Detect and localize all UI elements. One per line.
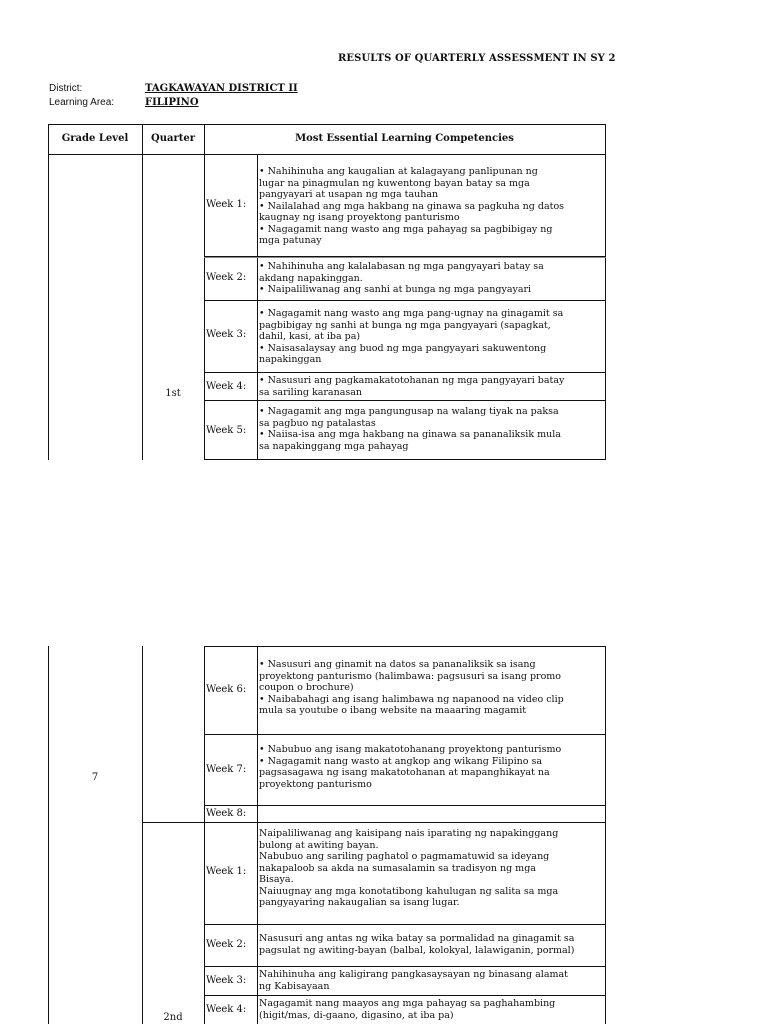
quarter-1-label: 1st [165,388,181,399]
district-label: District: [49,83,83,94]
competency-cell: Naipaliliwanag ang kaisipang nais iparating ng napakinggang bulong at awiting bayan. Nabubuo ang sariling paghatol o pagmamatuwid sa ideyang nakapaloob sa akda na sumasalamin sa tradisyon ng mga Bisaya. Naiuugnay ang mga konotatibong kahulugan ng salita sa mga pangyayaring nakaugalian sa isang lugar. [259,828,559,908]
header-melc: Most Essential Learning Competencies [295,133,514,144]
week-label: Week 3: [206,975,247,986]
page-title: RESULTS OF QUARTERLY ASSESSMENT IN SY 2 [338,53,616,64]
header-quarter: Quarter [151,133,195,144]
week-label: Week 4: [206,381,247,392]
week-label: Week 3: [206,329,247,340]
learning-area-value: FILIPINO [145,97,199,108]
header-grade-level: Grade Level [61,133,129,144]
week-label: Week 2: [206,939,247,950]
week-label: Week 4: [206,1004,247,1015]
competency-cell: • Nahihinuha ang kalalabasan ng mga pangyayari batay sa akdang napakinggan. • Naipaliliwanag ang sanhi at bunga ng mga pangyayari [259,261,544,295]
week-label: Week 1: [206,866,247,877]
week-label: Week 6: [206,684,247,695]
competency-cell: • Nahihinuha ang kaugalian at kalagayang panlipunan ng lugar na pinagmulan ng kuwentong bayan batay sa mga pangyayari at usapan ng mga tauhan • Nailalahad ang mga hakbang na ginawa sa pagkuha ng datos kaugnay ng isang proyektong panturismo • Nagagamit nang wasto ang mga pahayag sa pagbibigay ng mga patunay [259,166,565,246]
competency-cell: • Nagagamit nang wasto ang mga pang-ugnay na ginagamit sa pagbibigay ng sanhi at bunga ng mga pangyayari (sapagkat, dahil, kasi, at iba pa) • Naisasalaysay ang buod ng mga pangyayari sakuwentong napakinggan [259,308,564,365]
competency-cell: • Nagagamit ang mga pangungusap na walang tiyak na paksa sa pagbuo ng patalastas • Naiisa-isa ang mga hakbang na ginawa sa pananaliksik mula sa napakinggang mga pahayag [259,406,561,452]
week-label: Week 8: [206,808,247,819]
grade-level-value: 7 [91,772,99,783]
week-label: Week 7: [206,764,247,775]
competency-cell: • Nasusuri ang ginamit na datos sa pananaliksik sa isang proyektong panturismo (halimbawa: pagsusuri sa isang promo coupon o brochure) • Naibabahagi ang isang halimbawa ng napanood na video clip mula sa youtube o ibang website na maaaring magamit [259,659,564,716]
week-label: Week 5: [206,425,247,436]
competency-cell: Nasusuri ang antas ng wika batay sa pormalidad na ginagamit sa pagsulat ng awiting-bayan (balbal, kolokyal, lalawiganin, pormal) [259,933,575,956]
district-value: TAGKAWAYAN DISTRICT II [145,83,298,94]
competency-cell: Nagagamit nang maayos ang mga pahayag sa paghahambing (higit/mas, di-gaano, digasino, at iba pa) [259,998,556,1021]
competency-cell: Nahihinuha ang kaligirang pangkasaysayan ng binasang alamat ng Kabisayaan [259,969,568,992]
competency-cell: • Nasusuri ang pagkamakatotohanan ng mga pangyayari batay sa sariling karanasan [259,375,565,398]
learning-area-label: Learning Area: [49,97,115,108]
quarter-2-label: 2nd [163,1012,183,1023]
competency-cell: • Nabubuo ang isang makatotohanang proyektong panturismo • Nagagamit nang wasto at angkop ang wikang Filipino sa pagsasagawa ng isang makatotohanan at mapanghikayat na proyektong panturismo [259,744,562,790]
week-label: Week 1: [206,199,247,210]
week-label: Week 2: [206,272,247,283]
